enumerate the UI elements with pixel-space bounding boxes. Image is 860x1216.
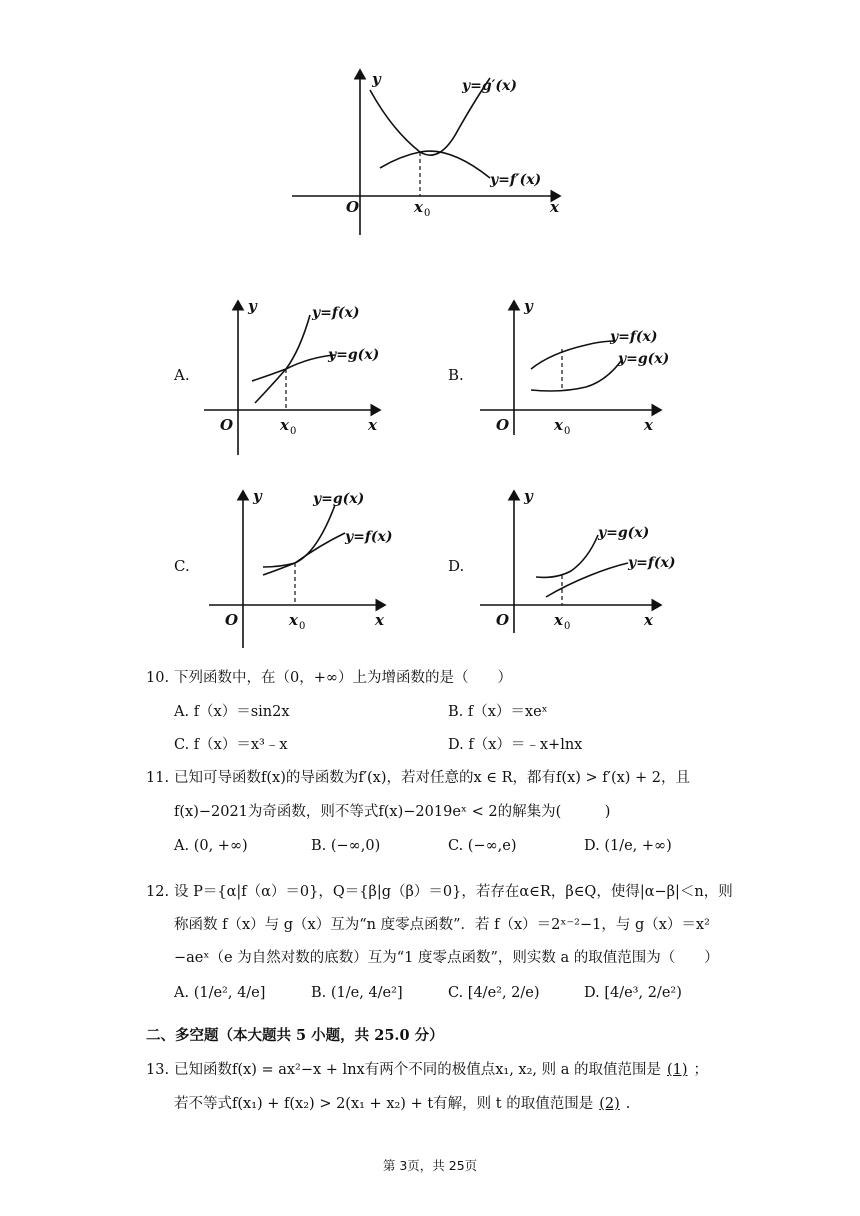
x0-label: x [414,198,423,216]
curve-g-label: y=g(x) [598,525,650,541]
q13-blank-2[interactable]: (2) [599,1096,620,1112]
x-axis-label: x [644,416,653,434]
x0-subscript: 0 [564,621,571,632]
q13-line2-end: . [625,1096,631,1112]
q10-option-B: B. f（x）＝xeˣ [448,704,548,720]
curve-g-prime-label: y=g′(x) [462,78,517,94]
q12-number: 12. [146,884,170,900]
q12-option-A: A. (1/e², 4/e] [174,985,266,1001]
x-axis-label: x [644,611,653,629]
q12-line1 [146,880,733,901]
q13-line2-text: 若不等式f(x₁) + f(x₂) > 2(x₁ + x₂) + t有解，则 t 的取值范围是 [174,1096,594,1112]
curve-f [263,533,345,575]
q12-line3: −aeˣ（e 为自然对数的底数）互为“1 度零点函数”，则实数 a 的取值范围为（ ） [174,950,719,966]
x0-label: x [280,416,289,434]
origin-label: O [220,416,234,434]
curve-f [546,563,628,597]
q12-option-D: D. [4/e³, 2/e²) [584,985,682,1001]
q13-blank-1[interactable]: (1) [667,1062,688,1078]
origin-label: O [496,416,510,434]
q13-line2 [174,1092,630,1113]
curve-g-label: y=g(x) [328,347,380,363]
section-heading: 二、多空题（本大题共 5 小题，共 25.0 分） [146,1027,444,1044]
top-figure [290,60,580,240]
x0-subscript: 0 [299,621,306,632]
q12-option-B: B. (1/e, 4/e²] [311,985,403,1001]
page-footer: 第 3页，共 25页 [382,1158,478,1173]
y-axis-label: y [524,487,533,505]
q11-number: 11. [146,770,170,786]
curve-g-label: y=g(x) [313,491,365,507]
q11-line2: f(x)−2021为奇函数，则不等式f(x)−2019eˣ < 2的解集为( ) [174,804,611,820]
y-axis-label: y [524,297,533,315]
origin-label: O [346,198,360,216]
curve-g [536,535,598,577]
figure-D [476,485,686,635]
q10-number: 10. [146,670,170,686]
y-axis-label: y [253,487,262,505]
option-B-letter: B. [448,366,464,384]
curve-f [255,315,310,403]
x0-label: x [554,611,563,629]
q10-option-A: A. f（x）＝sin2x [174,704,290,720]
figure-A [200,295,400,460]
q12-line2: 称函数 f（x）与 g（x）互为“n 度零点函数”．若 f（x）＝2ˣ⁻²−1，与 g（x）＝x² [174,917,710,933]
x0-subscript: 0 [424,208,431,219]
curve-f [531,341,616,369]
q11-line1 [146,766,690,787]
curve-f-prime-label: y=f′(x) [490,172,542,188]
x0-label: x [289,611,298,629]
q10-stem-line [146,666,512,687]
y-axis-label: y [248,297,257,315]
q13-line1-text: 已知函数f(x) = ax²−x + lnx有两个不同的极值点x₁, x₂, 则 a 的取值范围是 [174,1062,661,1078]
q11-option-C: C. (−∞,e) [448,838,517,854]
curve-g [531,361,621,391]
curve-g [263,505,335,567]
q13-line1-end: ； [693,1062,709,1078]
origin-label: O [496,611,510,629]
q13-line1 [146,1058,708,1079]
figure-C [205,485,405,650]
curve-f-label: y=f(x) [312,305,360,321]
origin-label: O [225,611,239,629]
curve-f-label: y=f(x) [610,329,658,345]
x0-subscript: 0 [290,426,297,437]
q11-line1-text: 已知可导函数f(x)的导函数为f′(x)，若对任意的x ∈ R，都有f(x) > f′(x) + 2，且 [174,770,691,786]
x-axis-label: x [550,198,559,216]
option-A-letter: A. [174,366,190,384]
curve-g-label: y=g(x) [618,351,670,367]
option-C-letter: C. [174,557,190,575]
q12-option-C: C. [4/e², 2/e) [448,985,540,1001]
q10-option-C: C. f（x）＝x³﹣x [174,737,288,753]
curve-g [252,355,335,381]
q11-option-B: B. (−∞,0) [311,838,381,854]
x-axis-label: x [375,611,384,629]
q11-option-D: D. (1/e, +∞) [584,838,672,854]
curve-f-label: y=f(x) [628,555,676,571]
y-axis-label: y [372,70,381,88]
x0-label: x [554,416,563,434]
x-axis-label: x [368,416,377,434]
x0-subscript: 0 [564,426,571,437]
figure-B [476,295,686,440]
curve-f-label: y=f(x) [345,529,393,545]
q13-number: 13. [146,1062,170,1078]
q10-option-D: D. f（x）＝﹣x+lnx [448,737,583,753]
option-D-letter: D. [448,557,465,575]
q11-option-A: A. (0, +∞) [174,838,248,854]
q12-line1-text: 设 P＝{α|f（α）＝0}，Q＝{β|g（β）＝0}，若存在α∈R，β∈Q，使得|α−β|＜n，则 [174,884,733,900]
q10-stem: 下列函数中，在（0，+∞）上为增函数的是（ ） [174,670,512,686]
